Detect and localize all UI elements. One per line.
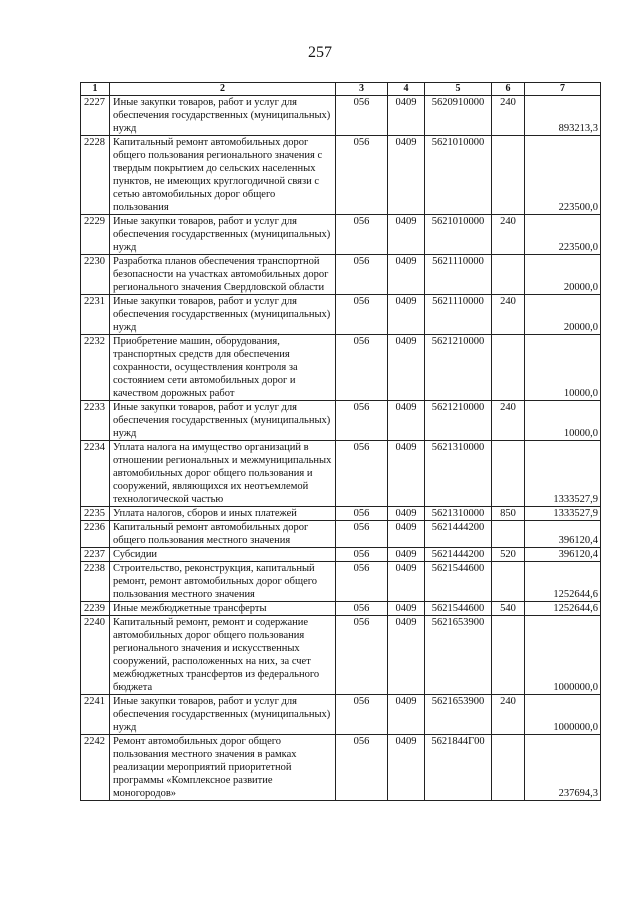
row-number: 2237: [81, 548, 110, 562]
header-cell: 7: [525, 83, 601, 96]
row-code-6: 240: [492, 295, 525, 335]
budget-table: [80, 82, 601, 801]
row-amount: 1252644,6: [525, 562, 601, 602]
row-number: 2240: [81, 616, 110, 695]
row-code-5: 5621210000: [425, 401, 492, 441]
row-number: 2234: [81, 441, 110, 507]
row-code-6: [492, 562, 525, 602]
row-number: 2232: [81, 335, 110, 401]
row-code-6: [492, 616, 525, 695]
row-number: 2238: [81, 562, 110, 602]
row-amount: 223500,0: [525, 215, 601, 255]
row-code-5: 5621110000: [425, 295, 492, 335]
row-name: Иные закупки товаров, работ и услуг для обеспечения государственных (муниципальных) нужд: [110, 401, 336, 441]
row-amount: 20000,0: [525, 255, 601, 295]
row-code-5: 5621210000: [425, 335, 492, 401]
row-code-6: 540: [492, 602, 525, 616]
header-cell: 6: [492, 83, 525, 96]
row-number: 2230: [81, 255, 110, 295]
row-code-3: 056: [336, 548, 388, 562]
row-code-3: 056: [336, 521, 388, 548]
header-cell: 2: [110, 83, 336, 96]
row-number: 2241: [81, 695, 110, 735]
row-code-6: 240: [492, 215, 525, 255]
row-name: Иные закупки товаров, работ и услуг для обеспечения государственных (муниципальных) нужд: [110, 295, 336, 335]
row-amount: 10000,0: [525, 401, 601, 441]
row-number: 2236: [81, 521, 110, 548]
page-number: 257: [308, 44, 332, 61]
row-name: Приобретение машин, оборудования, транспортных средств для обеспечения сохранности, осуществления контроля за состоянием сети автомобильных дорог и качеством дорожных работ: [110, 335, 336, 401]
table-row: [81, 441, 601, 507]
row-code-3: 056: [336, 136, 388, 215]
table-row: [81, 335, 601, 401]
table-header-row: [81, 83, 601, 96]
row-code-3: 056: [336, 602, 388, 616]
row-amount: 1333527,9: [525, 507, 601, 521]
row-code-6: [492, 441, 525, 507]
row-name: Иные межбюджетные трансферты: [110, 602, 336, 616]
row-code-5: 5621653900: [425, 616, 492, 695]
row-number: 2229: [81, 215, 110, 255]
row-number: 2228: [81, 136, 110, 215]
row-code-5: 5621110000: [425, 255, 492, 295]
row-name: Иные закупки товаров, работ и услуг для обеспечения государственных (муниципальных) нужд: [110, 96, 336, 136]
row-name: Строительство, реконструкция, капитальный ремонт, ремонт автомобильных дорог общего пользования местного значения: [110, 562, 336, 602]
row-code-4: 0409: [388, 616, 425, 695]
row-code-6: 240: [492, 401, 525, 441]
row-code-4: 0409: [388, 548, 425, 562]
row-code-5: 5620910000: [425, 96, 492, 136]
row-code-3: 056: [336, 215, 388, 255]
row-code-4: 0409: [388, 255, 425, 295]
row-name: Разработка планов обеспечения транспортной безопасности на участках автомобильных дорог регионального значения Свердловской области: [110, 255, 336, 295]
row-number: 2231: [81, 295, 110, 335]
row-name: Субсидии: [110, 548, 336, 562]
table-row: [81, 96, 601, 136]
row-code-4: 0409: [388, 295, 425, 335]
table-row: [81, 521, 601, 548]
table-row: [81, 136, 601, 215]
row-name: Капитальный ремонт автомобильных дорог общего пользования регионального значения с твердым покрытием до сельских населенных пунктов, не имеющих круглогодичной связи с сетью автомобильных дорог общего пользования: [110, 136, 336, 215]
row-name: Уплата налога на имущество организаций в отношении региональных и межмуниципальных автомобильных дорог общего пользования и сооружений, являющихся их неотъемлемой технологической частью: [110, 441, 336, 507]
row-name: Капитальный ремонт автомобильных дорог общего пользования местного значения: [110, 521, 336, 548]
row-code-3: 056: [336, 295, 388, 335]
row-amount: 10000,0: [525, 335, 601, 401]
row-code-5: 5621544600: [425, 602, 492, 616]
row-name: Капитальный ремонт, ремонт и содержание автомобильных дорог общего пользования регионального значения и искусственных сооружений, расположенных на них, за счет межбюджетных трансфертов из федерального бюджета: [110, 616, 336, 695]
header-cell: 5: [425, 83, 492, 96]
row-name: Уплата налогов, сборов и иных платежей: [110, 507, 336, 521]
table-row: [81, 695, 601, 735]
row-amount: 1000000,0: [525, 695, 601, 735]
row-code-6: 240: [492, 695, 525, 735]
row-amount: 396120,4: [525, 521, 601, 548]
row-code-4: 0409: [388, 735, 425, 801]
row-code-4: 0409: [388, 521, 425, 548]
row-code-6: 520: [492, 548, 525, 562]
row-code-4: 0409: [388, 335, 425, 401]
row-code-6: [492, 335, 525, 401]
row-amount: 1252644,6: [525, 602, 601, 616]
header-cell: 3: [336, 83, 388, 96]
row-amount: 1000000,0: [525, 616, 601, 695]
table-row: [81, 401, 601, 441]
row-code-4: 0409: [388, 401, 425, 441]
row-number: 2239: [81, 602, 110, 616]
row-code-5: 5621310000: [425, 507, 492, 521]
table-row: [81, 507, 601, 521]
row-code-3: 056: [336, 695, 388, 735]
table-row: [81, 548, 601, 562]
table-row: [81, 255, 601, 295]
table-row: [81, 562, 601, 602]
table-row: [81, 215, 601, 255]
row-code-5: 5621653900: [425, 695, 492, 735]
row-code-6: 850: [492, 507, 525, 521]
row-amount: 223500,0: [525, 136, 601, 215]
row-code-5: 5621444200: [425, 548, 492, 562]
row-code-4: 0409: [388, 215, 425, 255]
row-code-3: 056: [336, 735, 388, 801]
row-code-3: 056: [336, 616, 388, 695]
row-number: 2235: [81, 507, 110, 521]
row-amount: 396120,4: [525, 548, 601, 562]
row-code-5: 5621444200: [425, 521, 492, 548]
row-amount: 893213,3: [525, 96, 601, 136]
table-row: [81, 295, 601, 335]
row-code-4: 0409: [388, 136, 425, 215]
row-code-3: 056: [336, 562, 388, 602]
row-number: 2233: [81, 401, 110, 441]
table-row: [81, 616, 601, 695]
row-code-4: 0409: [388, 96, 425, 136]
row-code-3: 056: [336, 96, 388, 136]
row-code-6: [492, 255, 525, 295]
table-row: [81, 602, 601, 616]
row-name: Иные закупки товаров, работ и услуг для обеспечения государственных (муниципальных) нужд: [110, 215, 336, 255]
row-code-3: 056: [336, 255, 388, 295]
header-cell: 1: [81, 83, 110, 96]
row-code-4: 0409: [388, 695, 425, 735]
row-number: 2227: [81, 96, 110, 136]
row-name: Ремонт автомобильных дорог общего пользования местного значения в рамках реализации мероприятий приоритетной программы «Комплексное развитие моногородов»: [110, 735, 336, 801]
row-code-3: 056: [336, 401, 388, 441]
row-name: Иные закупки товаров, работ и услуг для обеспечения государственных (муниципальных) нужд: [110, 695, 336, 735]
row-code-5: 5621310000: [425, 441, 492, 507]
row-amount: 20000,0: [525, 295, 601, 335]
row-code-6: 240: [492, 96, 525, 136]
table-row: [81, 735, 601, 801]
row-code-5: 5621544600: [425, 562, 492, 602]
header-cell: 4: [388, 83, 425, 96]
row-code-5: 5621010000: [425, 215, 492, 255]
row-code-3: 056: [336, 441, 388, 507]
row-code-5: 5621010000: [425, 136, 492, 215]
row-code-3: 056: [336, 507, 388, 521]
row-code-6: [492, 521, 525, 548]
row-code-4: 0409: [388, 507, 425, 521]
row-code-4: 0409: [388, 441, 425, 507]
row-code-4: 0409: [388, 602, 425, 616]
row-code-3: 056: [336, 335, 388, 401]
row-amount: 1333527,9: [525, 441, 601, 507]
row-amount: 237694,3: [525, 735, 601, 801]
row-code-5: 5621844Г00: [425, 735, 492, 801]
row-number: 2242: [81, 735, 110, 801]
row-code-4: 0409: [388, 562, 425, 602]
row-code-6: [492, 735, 525, 801]
row-code-6: [492, 136, 525, 215]
